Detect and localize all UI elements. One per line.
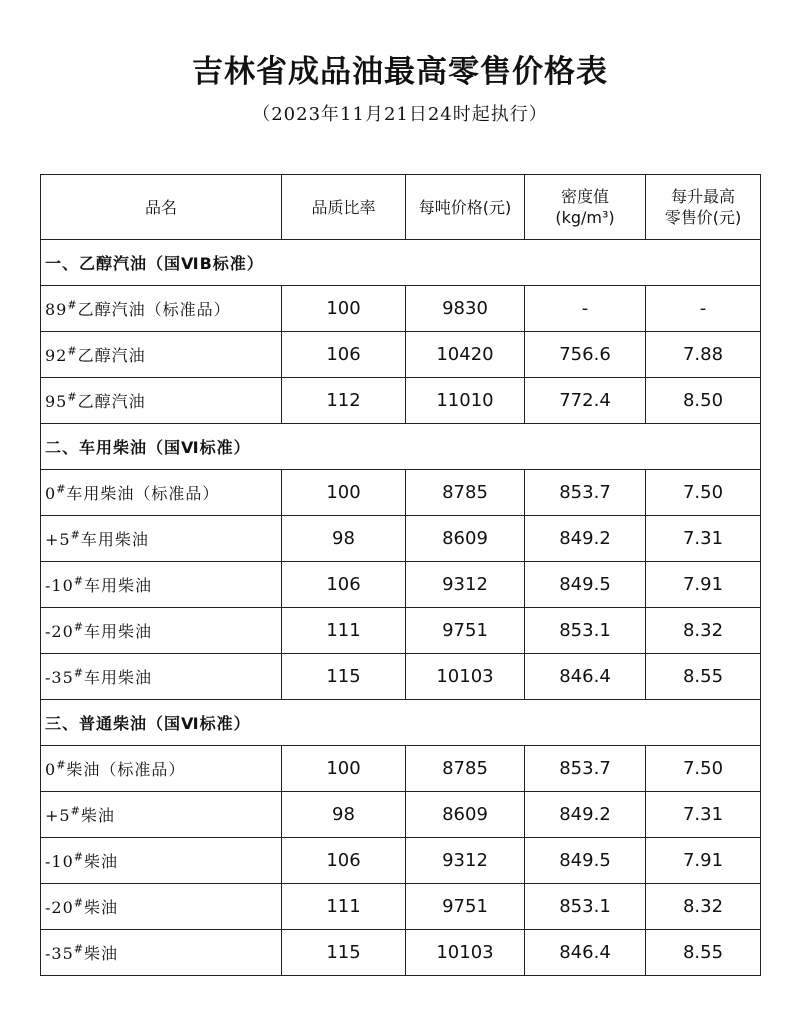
cell-price-liter: 7.91 [646,838,761,884]
cell-price-liter: 7.31 [646,792,761,838]
cell-name: 95#乙醇汽油 [41,378,282,424]
cell-density: 853.7 [525,746,646,792]
cell-density: 846.4 [525,654,646,700]
section-title: 二、车用柴油（国Ⅵ标准） [41,424,761,470]
table-row [41,608,761,654]
cell-price-ton: 8785 [406,470,525,516]
cell-price-ton: 10103 [406,654,525,700]
cell-price-liter: 7.91 [646,562,761,608]
cell-price-ton: 8785 [406,746,525,792]
cell-density: 853.7 [525,470,646,516]
cell-price-liter: 8.32 [646,608,761,654]
cell-price-liter: 7.31 [646,516,761,562]
header-price-liter-unit: 零售价(元) [664,208,742,227]
cell-name: 0#柴油（标准品） [41,746,282,792]
header-price-ton: 每吨价格(元) [406,175,525,240]
section-row [41,240,761,286]
cell-name: 0#车用柴油（标准品） [41,470,282,516]
cell-price-ton: 8609 [406,792,525,838]
cell-density: - [525,286,646,332]
header-price-liter [646,175,761,240]
cell-price-ton: 9312 [406,838,525,884]
cell-price-liter: 7.50 [646,470,761,516]
cell-name: +5#车用柴油 [41,516,282,562]
cell-density: 849.5 [525,838,646,884]
cell-price-liter: 8.55 [646,654,761,700]
cell-price-ton: 9830 [406,286,525,332]
cell-price-liter: - [646,286,761,332]
cell-price-ton: 9312 [406,562,525,608]
section-row [41,700,761,746]
table-row [41,654,761,700]
cell-ratio: 98 [282,516,406,562]
price-table [40,174,761,976]
cell-ratio: 100 [282,286,406,332]
table-row [41,378,761,424]
table-row [41,516,761,562]
cell-density: 849.5 [525,562,646,608]
cell-name: -20#柴油 [41,884,282,930]
cell-ratio: 112 [282,378,406,424]
table-row [41,746,761,792]
table-row [41,332,761,378]
cell-price-ton: 11010 [406,378,525,424]
cell-name: 92#乙醇汽油 [41,332,282,378]
cell-price-liter: 8.55 [646,930,761,976]
table-row [41,884,761,930]
table-row [41,470,761,516]
cell-ratio: 111 [282,884,406,930]
section-title: 三、普通柴油（国Ⅵ标准） [41,700,761,746]
table-row [41,930,761,976]
cell-density: 756.6 [525,332,646,378]
table-row [41,286,761,332]
cell-ratio: 100 [282,746,406,792]
cell-price-liter: 8.50 [646,378,761,424]
cell-ratio: 100 [282,470,406,516]
cell-density: 772.4 [525,378,646,424]
table-row [41,838,761,884]
table-row [41,792,761,838]
cell-ratio: 106 [282,562,406,608]
cell-density: 853.1 [525,608,646,654]
cell-density: 849.2 [525,516,646,562]
cell-ratio: 106 [282,838,406,884]
cell-price-ton: 10420 [406,332,525,378]
page-title: 吉林省成品油最高零售价格表 [192,54,608,90]
cell-name: +5#柴油 [41,792,282,838]
table-body [41,240,761,976]
effective-date: （2023年11月21日24时起执行） [252,104,548,125]
cell-price-liter: 7.50 [646,746,761,792]
header-density-unit: (kg/m³) [555,208,615,227]
section-row [41,424,761,470]
cell-ratio: 111 [282,608,406,654]
cell-density: 849.2 [525,792,646,838]
cell-price-ton: 10103 [406,930,525,976]
cell-name: -35#车用柴油 [41,654,282,700]
header-density [525,175,646,240]
cell-name: -20#车用柴油 [41,608,282,654]
cell-ratio: 115 [282,930,406,976]
cell-price-liter: 8.32 [646,884,761,930]
table-row [41,562,761,608]
header-name: 品名 [41,175,282,240]
cell-price-ton: 8609 [406,516,525,562]
cell-name: 89#乙醇汽油（标准品） [41,286,282,332]
cell-price-ton: 9751 [406,884,525,930]
header-density-label: 密度值 [560,187,609,206]
header-ratio: 品质比率 [282,175,406,240]
cell-ratio: 106 [282,332,406,378]
section-title: 一、乙醇汽油（国ⅥB标准） [41,240,761,286]
cell-name: -10#车用柴油 [41,562,282,608]
header-price-liter-label: 每升最高 [670,187,735,206]
cell-name: -35#柴油 [41,930,282,976]
header-row [41,175,761,240]
cell-ratio: 98 [282,792,406,838]
cell-density: 846.4 [525,930,646,976]
cell-price-ton: 9751 [406,608,525,654]
cell-ratio: 115 [282,654,406,700]
cell-density: 853.1 [525,884,646,930]
cell-price-liter: 7.88 [646,332,761,378]
cell-name: -10#柴油 [41,838,282,884]
